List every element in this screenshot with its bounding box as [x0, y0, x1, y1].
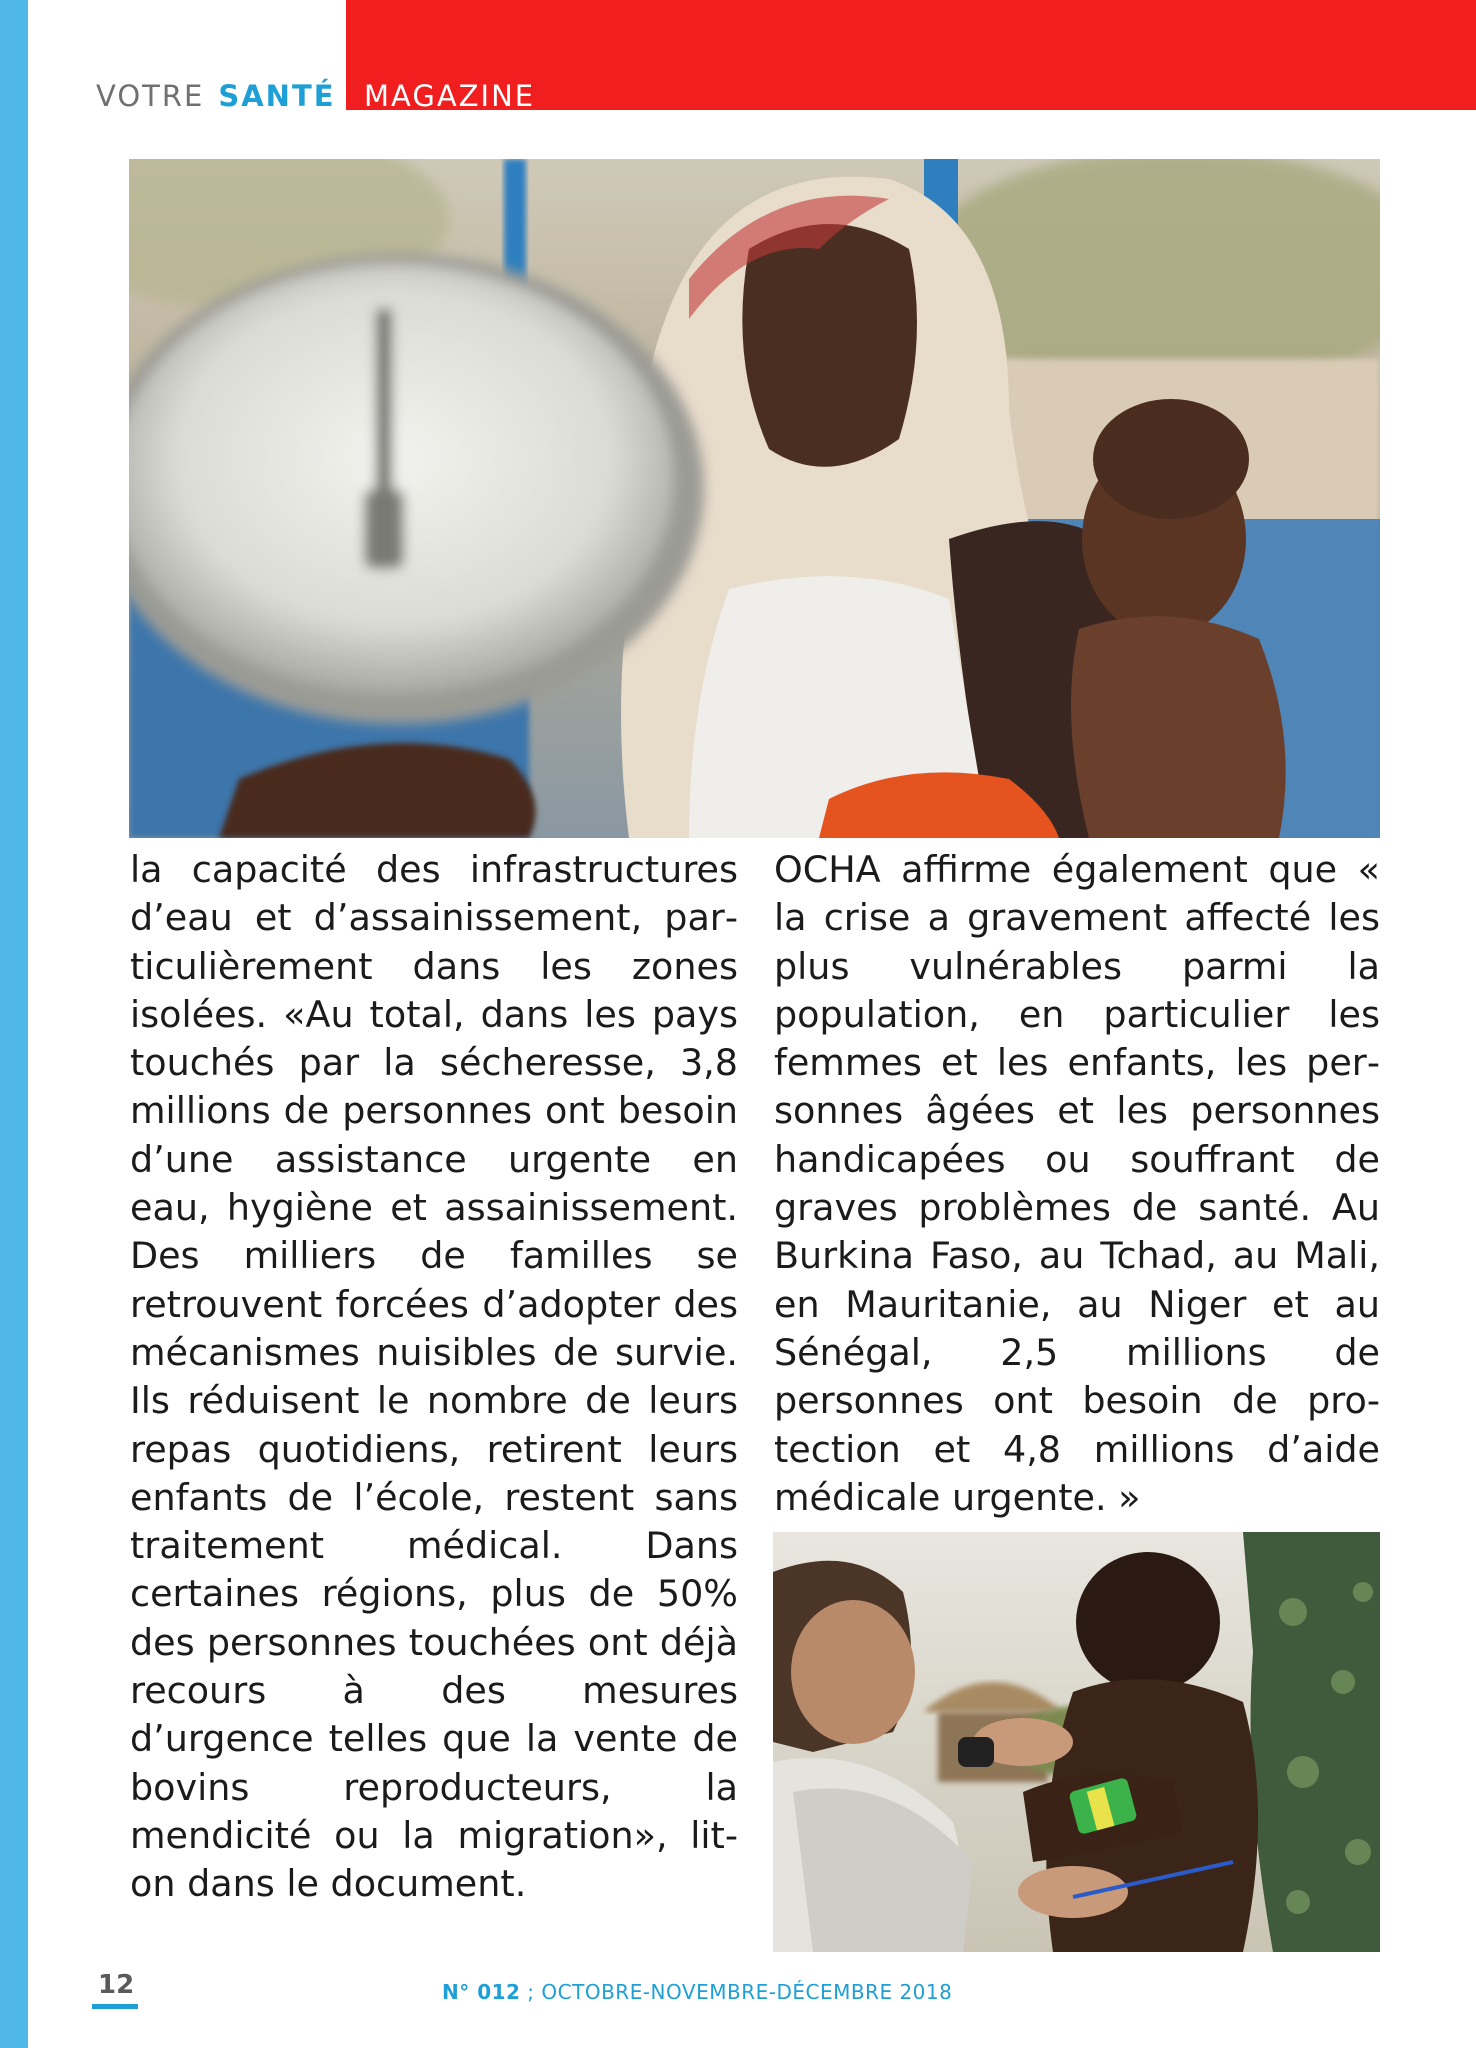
photo-mother-child-scale	[129, 159, 1380, 838]
page-number: 12	[98, 1970, 135, 2000]
issue-date: ; OCTOBRE-NOVEMBRE-DÉCEMBRE 2018	[520, 1980, 953, 2004]
masthead-votre: VOTRE	[96, 79, 205, 113]
magazine-masthead	[96, 78, 536, 114]
masthead-sante: SANTÉ	[218, 79, 336, 113]
article-column-right: OCHA affirme également que « la crise a gravement affecté les plus vulnérables parmi la population, en particulier les femmes et les enfants, les personnes âgées et les personnes handicapées ou souffrant de graves problèmes de santé. Au Burkina Faso, au Tchad, au Mali, en Mauritanie, au Niger et au Sénégal, 2,5 millions de personnes ont besoin de protection et 4,8 millions d’aide médicale urgente. »	[774, 848, 1380, 1519]
issue-footer	[442, 1980, 952, 2004]
issue-number: N° 012	[442, 1980, 521, 2004]
left-accent-bar	[0, 0, 28, 2048]
page-number-underline	[92, 2004, 138, 2009]
masthead-magazine: MAGAZINE	[364, 79, 536, 113]
photo-arm-measurement	[773, 1532, 1380, 1952]
article-column-left: la capacité des infrastructures d’eau et d’assainissement, particulièrement dans les zones isolées. «Au total, dans les pays touchés par la sécheresse, 3,8 millions de personnes ont besoin d’une assistance urgente en eau, hygiène et assainissement. Des milliers de familles se retrouvent forcées d’adopter des mécanismes nuisibles de survie. Ils réduisent le nombre de leurs repas quotidiens, retirent leurs enfants de l’école, restent sans traitement médical. Dans certaines régions, plus de 50% des personnes touchées ont déjà recours à des mesures d’urgence telles que la vente de bovins reproducteurs, la mendicité ou la migration», lit-on dans le document.	[130, 848, 738, 1906]
